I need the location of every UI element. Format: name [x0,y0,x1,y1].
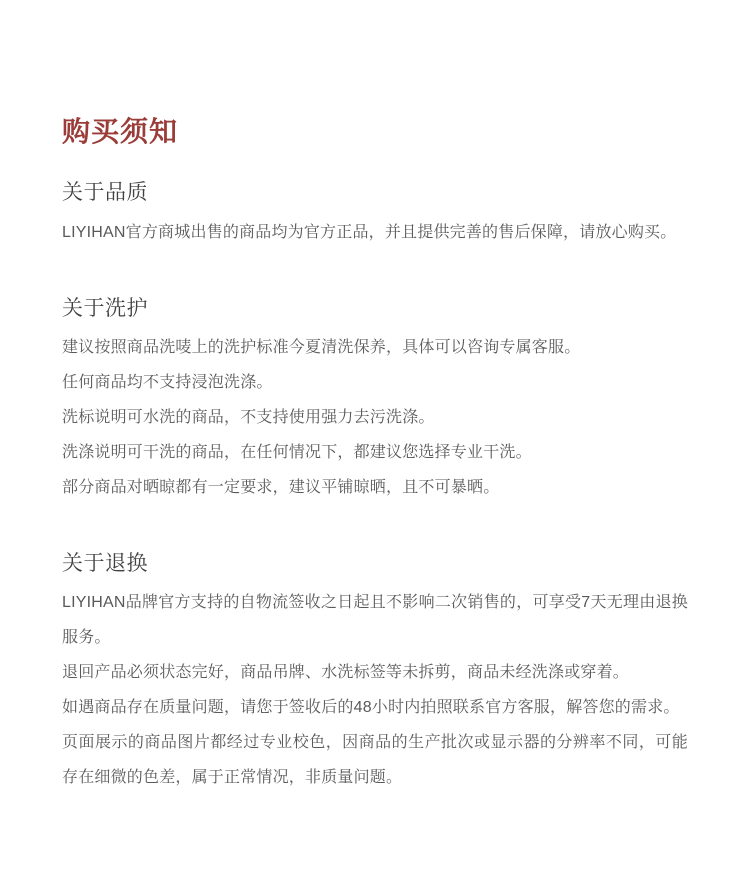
section-returns-heading: 关于退换 [62,551,148,575]
care-paragraph: 任何商品均不支持浸泡洗涤。 [62,373,273,391]
returns-paragraph: LIYIHAN品牌官方支持的自物流签收之日起且不影响二次销售的，可享受7天无理由退换服务。 [62,594,688,647]
care-paragraph: 建议按照商品洗唛上的洗护标准今夏清洗保养，具体可以咨询专属客服。 [62,338,581,356]
quality-paragraph: LIYIHAN官方商城出售的商品均为官方正品，并且提供完善的售后保障，请放心购买。 [62,223,677,241]
section-returns [62,550,688,795]
section-care [62,295,688,505]
returns-paragraph: 退回产品必须状态完好，商品吊牌、水洗标签等未拆剪，商品未经洗涤或穿着。 [62,664,630,682]
section-care-heading: 关于洗护 [62,296,148,320]
section-care-body [62,330,688,505]
section-quality-heading: 关于品质 [62,181,148,205]
page-title: 购买须知 [62,116,179,147]
section-quality [62,179,688,249]
care-paragraph: 部分商品对晒晾都有一定要求，建议平铺晾晒，且不可暴晒。 [62,478,500,496]
returns-paragraph: 页面展示的商品图片都经过专业校色，因商品的生产批次或显示器的分辨率不同，可能存在细微的色差，属于正常情况，非质量问题。 [62,734,688,787]
care-paragraph: 洗涤说明可干洗的商品，在任何情况下，都建议您选择专业干洗。 [62,443,532,461]
care-paragraph: 洗标说明可水洗的商品，不支持使用强力去污洗涤。 [62,408,435,426]
returns-paragraph: 如遇商品存在质量问题，请您于签收后的48小时内拍照联系官方客服，解答您的需求。 [62,699,680,717]
section-returns-body [62,585,688,795]
section-quality-body [62,215,688,250]
